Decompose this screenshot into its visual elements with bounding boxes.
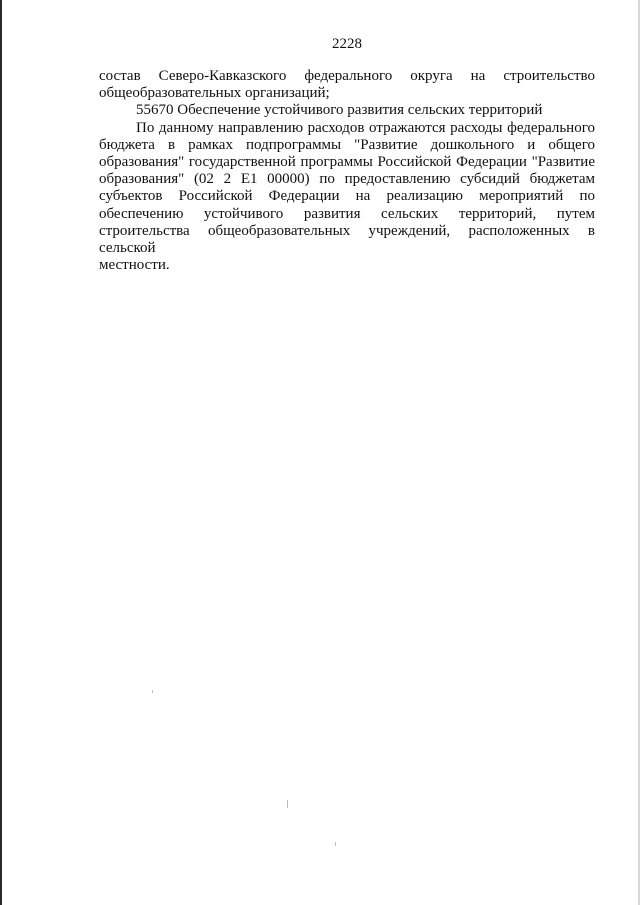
text-line: бюджета в рамках подпрограммы "Развитие дошкольного и общего <box>99 136 595 153</box>
document-body <box>99 68 595 274</box>
text-line: местности. <box>99 257 170 274</box>
text-line: субъектов Российской Федерации на реализацию мероприятий по <box>99 188 595 205</box>
text-line: По данному направлению расходов отражаются расходы федерального <box>136 119 595 136</box>
text-line: строительства общеобразовательных учреждений, расположенных в сельской <box>99 222 595 257</box>
text-line: образования" государственной программы Российской Федерации "Развитие <box>99 154 595 171</box>
text-line: 55670 Обеспечение устойчивого развития сельских территорий <box>136 102 543 119</box>
scan-speck <box>335 842 336 846</box>
text-line: образования" (02 2 Е1 00000) по предоставлению субсидий бюджетам <box>99 171 595 188</box>
text-line: общеобразовательных организаций; <box>99 85 330 102</box>
paragraph-continuation <box>99 68 595 102</box>
text-line: состав Северо-Кавказского федерального округа на строительство <box>99 68 595 84</box>
paragraph-description <box>99 120 595 275</box>
page-number: 2228 <box>332 36 362 52</box>
scan-speck <box>287 800 288 808</box>
section-heading <box>99 102 595 119</box>
scan-speck <box>152 690 153 693</box>
text-line: обеспечению устойчивого развития сельских территорий, путем <box>99 205 595 222</box>
